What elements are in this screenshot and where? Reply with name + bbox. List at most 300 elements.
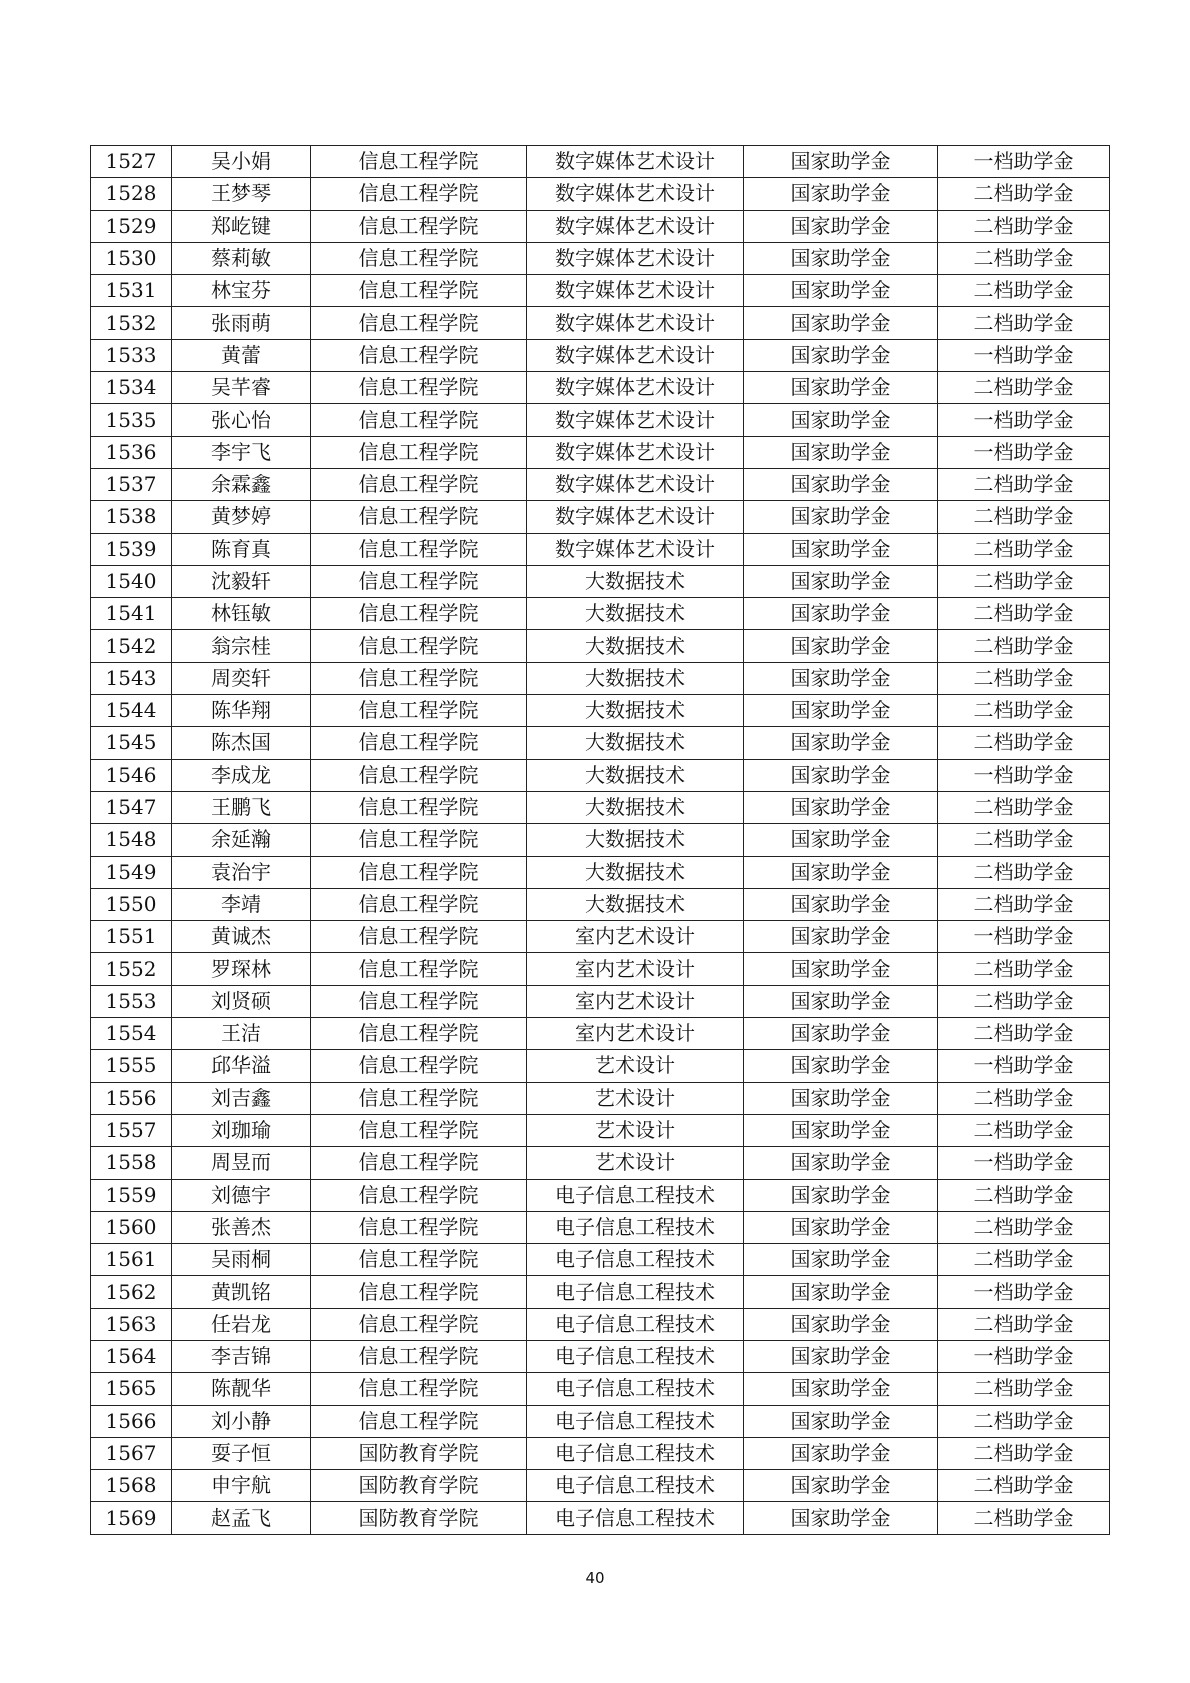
student-name-cell: 林宝芬 xyxy=(172,275,311,307)
grant-type-cell: 国家助学金 xyxy=(744,146,938,178)
student-name-cell: 罗琛林 xyxy=(172,953,311,985)
major-cell: 电子信息工程技术 xyxy=(527,1373,744,1405)
college-cell: 信息工程学院 xyxy=(311,856,527,888)
table-row xyxy=(91,372,1110,404)
grant-type-cell: 国家助学金 xyxy=(744,178,938,210)
student-name-cell: 周昱而 xyxy=(172,1147,311,1179)
grant-level-cell: 二档助学金 xyxy=(938,727,1110,759)
grant-type-cell: 国家助学金 xyxy=(744,1373,938,1405)
grant-type-cell: 国家助学金 xyxy=(744,824,938,856)
major-cell: 大数据技术 xyxy=(527,565,744,597)
grant-level-cell: 一档助学金 xyxy=(938,339,1110,371)
grant-level-cell: 一档助学金 xyxy=(938,146,1110,178)
major-cell: 艺术设计 xyxy=(527,1050,744,1082)
major-cell: 数字媒体艺术设计 xyxy=(527,275,744,307)
college-cell: 信息工程学院 xyxy=(311,242,527,274)
row-number-cell: 1567 xyxy=(91,1437,172,1469)
grant-level-cell: 二档助学金 xyxy=(938,662,1110,694)
student-name-cell: 刘德宇 xyxy=(172,1179,311,1211)
row-number-cell: 1545 xyxy=(91,727,172,759)
table-row xyxy=(91,210,1110,242)
college-cell: 信息工程学院 xyxy=(311,178,527,210)
grant-level-cell: 一档助学金 xyxy=(938,1276,1110,1308)
grant-type-cell: 国家助学金 xyxy=(744,501,938,533)
row-number-cell: 1565 xyxy=(91,1373,172,1405)
major-cell: 电子信息工程技术 xyxy=(527,1405,744,1437)
student-name-cell: 李靖 xyxy=(172,888,311,920)
major-cell: 艺术设计 xyxy=(527,1147,744,1179)
college-cell: 信息工程学院 xyxy=(311,953,527,985)
major-cell: 电子信息工程技术 xyxy=(527,1502,744,1534)
table-row xyxy=(91,791,1110,823)
table-row xyxy=(91,662,1110,694)
college-cell: 信息工程学院 xyxy=(311,501,527,533)
table-body xyxy=(91,146,1110,1535)
grant-type-cell: 国家助学金 xyxy=(744,662,938,694)
grant-level-cell: 二档助学金 xyxy=(938,1470,1110,1502)
row-number-cell: 1527 xyxy=(91,146,172,178)
grant-type-cell: 国家助学金 xyxy=(744,1437,938,1469)
table-row xyxy=(91,1082,1110,1114)
major-cell: 数字媒体艺术设计 xyxy=(527,210,744,242)
major-cell: 电子信息工程技术 xyxy=(527,1179,744,1211)
college-cell: 信息工程学院 xyxy=(311,307,527,339)
table-row xyxy=(91,1405,1110,1437)
table-row xyxy=(91,501,1110,533)
page-number: 40 xyxy=(585,1569,605,1587)
row-number-cell: 1542 xyxy=(91,630,172,662)
grant-level-cell: 二档助学金 xyxy=(938,985,1110,1017)
table-row xyxy=(91,727,1110,759)
row-number-cell: 1528 xyxy=(91,178,172,210)
table-row xyxy=(91,1470,1110,1502)
grant-type-cell: 国家助学金 xyxy=(744,727,938,759)
grant-level-cell: 二档助学金 xyxy=(938,468,1110,500)
grant-level-cell: 一档助学金 xyxy=(938,1147,1110,1179)
row-number-cell: 1543 xyxy=(91,662,172,694)
grant-type-cell: 国家助学金 xyxy=(744,436,938,468)
grant-level-cell: 二档助学金 xyxy=(938,242,1110,274)
grant-level-cell: 二档助学金 xyxy=(938,1018,1110,1050)
table-row xyxy=(91,404,1110,436)
grant-type-cell: 国家助学金 xyxy=(744,888,938,920)
major-cell: 电子信息工程技术 xyxy=(527,1340,744,1372)
row-number-cell: 1532 xyxy=(91,307,172,339)
row-number-cell: 1531 xyxy=(91,275,172,307)
grant-level-cell: 二档助学金 xyxy=(938,953,1110,985)
college-cell: 信息工程学院 xyxy=(311,1211,527,1243)
row-number-cell: 1537 xyxy=(91,468,172,500)
college-cell: 信息工程学院 xyxy=(311,1308,527,1340)
major-cell: 数字媒体艺术设计 xyxy=(527,436,744,468)
student-name-cell: 黄梦婷 xyxy=(172,501,311,533)
student-name-cell: 蔡莉敏 xyxy=(172,242,311,274)
college-cell: 信息工程学院 xyxy=(311,1082,527,1114)
row-number-cell: 1541 xyxy=(91,598,172,630)
college-cell: 信息工程学院 xyxy=(311,1147,527,1179)
grant-type-cell: 国家助学金 xyxy=(744,1244,938,1276)
grant-type-cell: 国家助学金 xyxy=(744,533,938,565)
major-cell: 数字媒体艺术设计 xyxy=(527,468,744,500)
grant-type-cell: 国家助学金 xyxy=(744,1340,938,1372)
row-number-cell: 1538 xyxy=(91,501,172,533)
row-number-cell: 1562 xyxy=(91,1276,172,1308)
college-cell: 信息工程学院 xyxy=(311,275,527,307)
row-number-cell: 1529 xyxy=(91,210,172,242)
major-cell: 数字媒体艺术设计 xyxy=(527,178,744,210)
college-cell: 信息工程学院 xyxy=(311,1276,527,1308)
row-number-cell: 1561 xyxy=(91,1244,172,1276)
grant-level-cell: 二档助学金 xyxy=(938,598,1110,630)
grant-level-cell: 二档助学金 xyxy=(938,1179,1110,1211)
student-name-cell: 黄诚杰 xyxy=(172,921,311,953)
college-cell: 信息工程学院 xyxy=(311,372,527,404)
major-cell: 大数据技术 xyxy=(527,791,744,823)
row-number-cell: 1534 xyxy=(91,372,172,404)
student-name-cell: 赵孟飞 xyxy=(172,1502,311,1534)
grant-type-cell: 国家助学金 xyxy=(744,791,938,823)
college-cell: 信息工程学院 xyxy=(311,468,527,500)
row-number-cell: 1552 xyxy=(91,953,172,985)
college-cell: 信息工程学院 xyxy=(311,1340,527,1372)
grant-type-cell: 国家助学金 xyxy=(744,985,938,1017)
grant-type-cell: 国家助学金 xyxy=(744,210,938,242)
funding-list-table xyxy=(90,145,1110,1535)
row-number-cell: 1560 xyxy=(91,1211,172,1243)
table-row xyxy=(91,1244,1110,1276)
row-number-cell: 1550 xyxy=(91,888,172,920)
table-row xyxy=(91,242,1110,274)
grant-type-cell: 国家助学金 xyxy=(744,565,938,597)
grant-type-cell: 国家助学金 xyxy=(744,1502,938,1534)
college-cell: 信息工程学院 xyxy=(311,404,527,436)
table-row xyxy=(91,953,1110,985)
grant-level-cell: 二档助学金 xyxy=(938,1502,1110,1534)
major-cell: 数字媒体艺术设计 xyxy=(527,146,744,178)
grant-type-cell: 国家助学金 xyxy=(744,598,938,630)
grant-type-cell: 国家助学金 xyxy=(744,1050,938,1082)
college-cell: 信息工程学院 xyxy=(311,1179,527,1211)
table-row xyxy=(91,598,1110,630)
grant-type-cell: 国家助学金 xyxy=(744,339,938,371)
college-cell: 信息工程学院 xyxy=(311,146,527,178)
row-number-cell: 1555 xyxy=(91,1050,172,1082)
grant-level-cell: 一档助学金 xyxy=(938,1340,1110,1372)
student-name-cell: 吴雨桐 xyxy=(172,1244,311,1276)
major-cell: 大数据技术 xyxy=(527,630,744,662)
table-row xyxy=(91,1340,1110,1372)
college-cell: 信息工程学院 xyxy=(311,630,527,662)
college-cell: 信息工程学院 xyxy=(311,1405,527,1437)
student-name-cell: 吴小娟 xyxy=(172,146,311,178)
table-row xyxy=(91,630,1110,662)
major-cell: 电子信息工程技术 xyxy=(527,1211,744,1243)
college-cell: 信息工程学院 xyxy=(311,727,527,759)
grant-level-cell: 一档助学金 xyxy=(938,921,1110,953)
college-cell: 信息工程学院 xyxy=(311,598,527,630)
table-row xyxy=(91,275,1110,307)
student-name-cell: 黄凯铭 xyxy=(172,1276,311,1308)
student-name-cell: 李成龙 xyxy=(172,759,311,791)
major-cell: 室内艺术设计 xyxy=(527,985,744,1017)
row-number-cell: 1535 xyxy=(91,404,172,436)
grant-level-cell: 二档助学金 xyxy=(938,1437,1110,1469)
table-row xyxy=(91,695,1110,727)
grant-type-cell: 国家助学金 xyxy=(744,1308,938,1340)
grant-type-cell: 国家助学金 xyxy=(744,1082,938,1114)
student-name-cell: 张心怡 xyxy=(172,404,311,436)
table-row xyxy=(91,1179,1110,1211)
grant-type-cell: 国家助学金 xyxy=(744,695,938,727)
major-cell: 室内艺术设计 xyxy=(527,1018,744,1050)
student-name-cell: 任岩龙 xyxy=(172,1308,311,1340)
grant-level-cell: 二档助学金 xyxy=(938,1082,1110,1114)
grant-type-cell: 国家助学金 xyxy=(744,1114,938,1146)
grant-type-cell: 国家助学金 xyxy=(744,921,938,953)
student-name-cell: 郑屹键 xyxy=(172,210,311,242)
major-cell: 大数据技术 xyxy=(527,598,744,630)
row-number-cell: 1530 xyxy=(91,242,172,274)
student-name-cell: 刘小静 xyxy=(172,1405,311,1437)
grant-level-cell: 二档助学金 xyxy=(938,856,1110,888)
table-row xyxy=(91,1502,1110,1534)
major-cell: 室内艺术设计 xyxy=(527,921,744,953)
major-cell: 大数据技术 xyxy=(527,727,744,759)
row-number-cell: 1564 xyxy=(91,1340,172,1372)
college-cell: 信息工程学院 xyxy=(311,695,527,727)
college-cell: 信息工程学院 xyxy=(311,1114,527,1146)
major-cell: 电子信息工程技术 xyxy=(527,1276,744,1308)
row-number-cell: 1553 xyxy=(91,985,172,1017)
grant-type-cell: 国家助学金 xyxy=(744,1211,938,1243)
student-name-cell: 黄蕾 xyxy=(172,339,311,371)
student-name-cell: 耍子恒 xyxy=(172,1437,311,1469)
major-cell: 大数据技术 xyxy=(527,759,744,791)
grant-type-cell: 国家助学金 xyxy=(744,242,938,274)
table-row xyxy=(91,1276,1110,1308)
row-number-cell: 1547 xyxy=(91,791,172,823)
row-number-cell: 1566 xyxy=(91,1405,172,1437)
major-cell: 大数据技术 xyxy=(527,856,744,888)
table-row xyxy=(91,888,1110,920)
major-cell: 数字媒体艺术设计 xyxy=(527,307,744,339)
major-cell: 数字媒体艺术设计 xyxy=(527,242,744,274)
college-cell: 国防教育学院 xyxy=(311,1470,527,1502)
major-cell: 电子信息工程技术 xyxy=(527,1244,744,1276)
major-cell: 数字媒体艺术设计 xyxy=(527,501,744,533)
table-row xyxy=(91,1018,1110,1050)
table-row xyxy=(91,1147,1110,1179)
grant-level-cell: 二档助学金 xyxy=(938,1244,1110,1276)
grant-level-cell: 二档助学金 xyxy=(938,210,1110,242)
row-number-cell: 1568 xyxy=(91,1470,172,1502)
table-row xyxy=(91,565,1110,597)
table-row xyxy=(91,339,1110,371)
grant-level-cell: 二档助学金 xyxy=(938,1114,1110,1146)
student-name-cell: 王鹏飞 xyxy=(172,791,311,823)
student-name-cell: 张雨萌 xyxy=(172,307,311,339)
grant-level-cell: 二档助学金 xyxy=(938,1308,1110,1340)
major-cell: 数字媒体艺术设计 xyxy=(527,339,744,371)
grant-type-cell: 国家助学金 xyxy=(744,372,938,404)
student-name-cell: 沈毅轩 xyxy=(172,565,311,597)
row-number-cell: 1569 xyxy=(91,1502,172,1534)
major-cell: 数字媒体艺术设计 xyxy=(527,533,744,565)
student-name-cell: 王梦琴 xyxy=(172,178,311,210)
row-number-cell: 1558 xyxy=(91,1147,172,1179)
grant-type-cell: 国家助学金 xyxy=(744,275,938,307)
row-number-cell: 1559 xyxy=(91,1179,172,1211)
grant-type-cell: 国家助学金 xyxy=(744,1179,938,1211)
grant-level-cell: 二档助学金 xyxy=(938,372,1110,404)
grant-level-cell: 二档助学金 xyxy=(938,178,1110,210)
student-name-cell: 张善杰 xyxy=(172,1211,311,1243)
grant-level-cell: 一档助学金 xyxy=(938,436,1110,468)
major-cell: 大数据技术 xyxy=(527,695,744,727)
student-name-cell: 陈育真 xyxy=(172,533,311,565)
college-cell: 国防教育学院 xyxy=(311,1437,527,1469)
major-cell: 大数据技术 xyxy=(527,662,744,694)
grant-type-cell: 国家助学金 xyxy=(744,404,938,436)
student-name-cell: 林钰敏 xyxy=(172,598,311,630)
college-cell: 信息工程学院 xyxy=(311,1018,527,1050)
table-row xyxy=(91,856,1110,888)
table-row xyxy=(91,1373,1110,1405)
grant-type-cell: 国家助学金 xyxy=(744,1018,938,1050)
college-cell: 信息工程学院 xyxy=(311,1373,527,1405)
college-cell: 信息工程学院 xyxy=(311,565,527,597)
table-row xyxy=(91,146,1110,178)
student-name-cell: 申宇航 xyxy=(172,1470,311,1502)
table-row xyxy=(91,178,1110,210)
table-row xyxy=(91,1050,1110,1082)
college-cell: 国防教育学院 xyxy=(311,1502,527,1534)
table-row xyxy=(91,985,1110,1017)
row-number-cell: 1549 xyxy=(91,856,172,888)
row-number-cell: 1536 xyxy=(91,436,172,468)
student-name-cell: 陈靓华 xyxy=(172,1373,311,1405)
student-name-cell: 李宇飞 xyxy=(172,436,311,468)
major-cell: 室内艺术设计 xyxy=(527,953,744,985)
grant-level-cell: 二档助学金 xyxy=(938,1405,1110,1437)
table-row xyxy=(91,824,1110,856)
table-row xyxy=(91,1308,1110,1340)
student-name-cell: 刘吉鑫 xyxy=(172,1082,311,1114)
row-number-cell: 1551 xyxy=(91,921,172,953)
grant-level-cell: 一档助学金 xyxy=(938,759,1110,791)
grant-level-cell: 二档助学金 xyxy=(938,307,1110,339)
major-cell: 电子信息工程技术 xyxy=(527,1437,744,1469)
student-name-cell: 吴芊睿 xyxy=(172,372,311,404)
grant-level-cell: 一档助学金 xyxy=(938,1050,1110,1082)
table-row xyxy=(91,921,1110,953)
college-cell: 信息工程学院 xyxy=(311,339,527,371)
major-cell: 艺术设计 xyxy=(527,1082,744,1114)
grant-type-cell: 国家助学金 xyxy=(744,307,938,339)
student-name-cell: 刘贤硕 xyxy=(172,985,311,1017)
college-cell: 信息工程学院 xyxy=(311,1244,527,1276)
major-cell: 大数据技术 xyxy=(527,824,744,856)
college-cell: 信息工程学院 xyxy=(311,824,527,856)
grant-level-cell: 二档助学金 xyxy=(938,501,1110,533)
college-cell: 信息工程学院 xyxy=(311,1050,527,1082)
row-number-cell: 1563 xyxy=(91,1308,172,1340)
grant-level-cell: 二档助学金 xyxy=(938,630,1110,662)
row-number-cell: 1540 xyxy=(91,565,172,597)
college-cell: 信息工程学院 xyxy=(311,533,527,565)
table-row xyxy=(91,1437,1110,1469)
grant-type-cell: 国家助学金 xyxy=(744,856,938,888)
student-name-cell: 刘珈瑜 xyxy=(172,1114,311,1146)
row-number-cell: 1556 xyxy=(91,1082,172,1114)
grant-type-cell: 国家助学金 xyxy=(744,953,938,985)
table-row xyxy=(91,1211,1110,1243)
row-number-cell: 1544 xyxy=(91,695,172,727)
major-cell: 电子信息工程技术 xyxy=(527,1470,744,1502)
major-cell: 数字媒体艺术设计 xyxy=(527,372,744,404)
college-cell: 信息工程学院 xyxy=(311,791,527,823)
student-name-cell: 陈华翔 xyxy=(172,695,311,727)
row-number-cell: 1546 xyxy=(91,759,172,791)
major-cell: 大数据技术 xyxy=(527,888,744,920)
table-row xyxy=(91,533,1110,565)
major-cell: 艺术设计 xyxy=(527,1114,744,1146)
student-name-cell: 邱华溢 xyxy=(172,1050,311,1082)
college-cell: 信息工程学院 xyxy=(311,436,527,468)
table-row xyxy=(91,1114,1110,1146)
major-cell: 电子信息工程技术 xyxy=(527,1308,744,1340)
student-name-cell: 周奕轩 xyxy=(172,662,311,694)
grant-type-cell: 国家助学金 xyxy=(744,468,938,500)
student-name-cell: 李吉锦 xyxy=(172,1340,311,1372)
student-name-cell: 王洁 xyxy=(172,1018,311,1050)
major-cell: 数字媒体艺术设计 xyxy=(527,404,744,436)
student-name-cell: 陈杰国 xyxy=(172,727,311,759)
row-number-cell: 1539 xyxy=(91,533,172,565)
row-number-cell: 1548 xyxy=(91,824,172,856)
college-cell: 信息工程学院 xyxy=(311,210,527,242)
row-number-cell: 1533 xyxy=(91,339,172,371)
grant-type-cell: 国家助学金 xyxy=(744,630,938,662)
grant-type-cell: 国家助学金 xyxy=(744,759,938,791)
grant-level-cell: 二档助学金 xyxy=(938,1211,1110,1243)
grant-type-cell: 国家助学金 xyxy=(744,1147,938,1179)
grant-level-cell: 二档助学金 xyxy=(938,888,1110,920)
grant-level-cell: 二档助学金 xyxy=(938,695,1110,727)
row-number-cell: 1554 xyxy=(91,1018,172,1050)
student-name-cell: 余霖鑫 xyxy=(172,468,311,500)
grant-type-cell: 国家助学金 xyxy=(744,1470,938,1502)
college-cell: 信息工程学院 xyxy=(311,759,527,791)
grant-level-cell: 二档助学金 xyxy=(938,533,1110,565)
table-row xyxy=(91,307,1110,339)
college-cell: 信息工程学院 xyxy=(311,985,527,1017)
student-name-cell: 翁宗桂 xyxy=(172,630,311,662)
grant-level-cell: 二档助学金 xyxy=(938,565,1110,597)
grant-level-cell: 二档助学金 xyxy=(938,824,1110,856)
college-cell: 信息工程学院 xyxy=(311,888,527,920)
table-row xyxy=(91,436,1110,468)
table-row xyxy=(91,468,1110,500)
grant-type-cell: 国家助学金 xyxy=(744,1405,938,1437)
grant-type-cell: 国家助学金 xyxy=(744,1276,938,1308)
grant-level-cell: 二档助学金 xyxy=(938,1373,1110,1405)
college-cell: 信息工程学院 xyxy=(311,662,527,694)
student-name-cell: 余延瀚 xyxy=(172,824,311,856)
row-number-cell: 1557 xyxy=(91,1114,172,1146)
grant-level-cell: 一档助学金 xyxy=(938,404,1110,436)
table-row xyxy=(91,759,1110,791)
